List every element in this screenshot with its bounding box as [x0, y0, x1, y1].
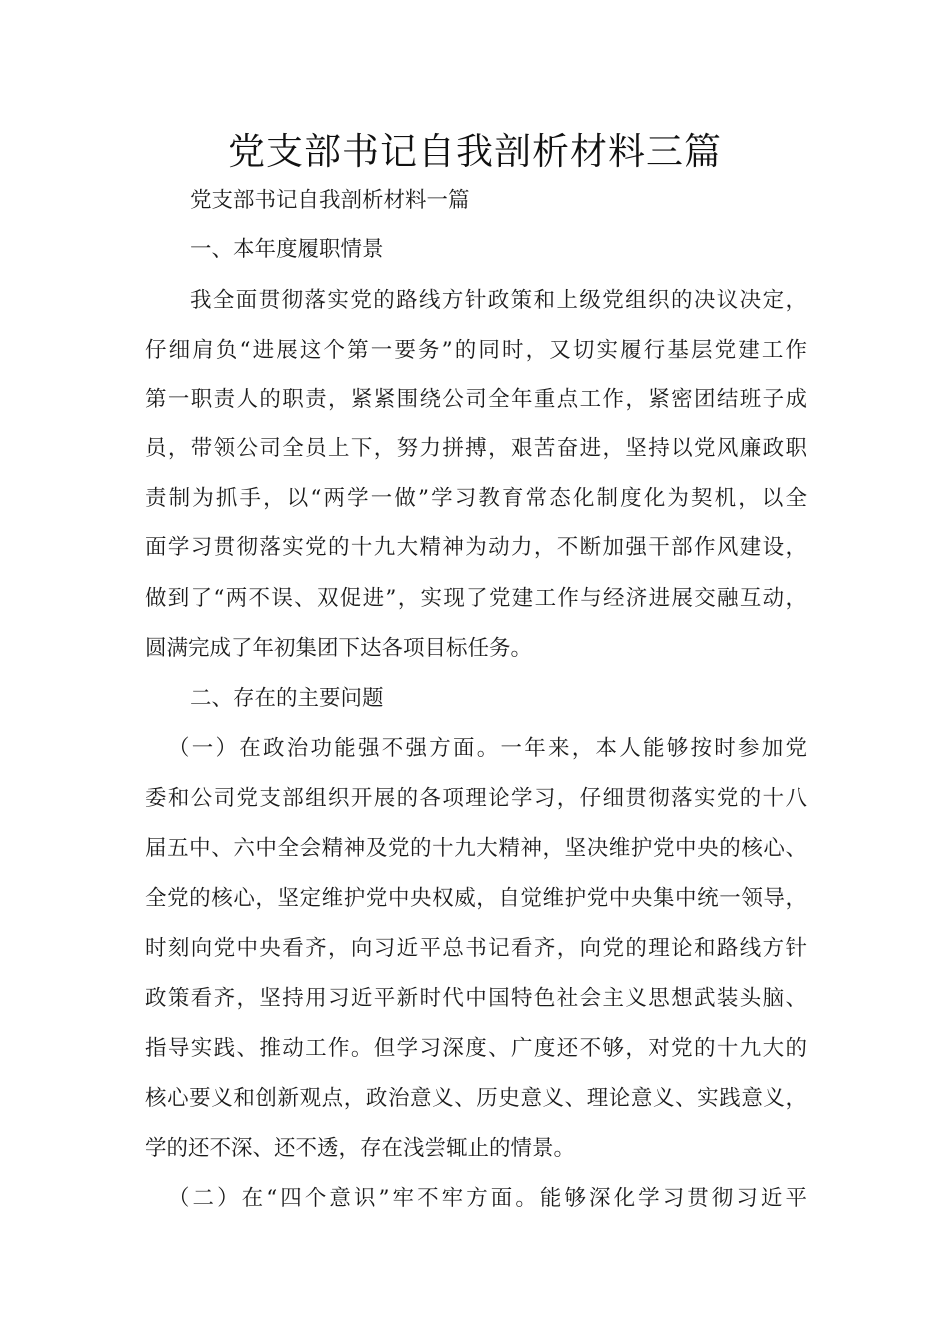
paragraph-line: （一）在政治功能强不强方面。一年来，本人能够按时参加党: [168, 736, 807, 761]
paragraph-line: 全党的核心，坚定维护党中央权威，自觉维护党中央集中统一领导，: [145, 886, 807, 911]
paragraph-line: 时刻向党中央看齐，向习近平总书记看齐，向党的理论和路线方针: [145, 936, 807, 961]
document-subtitle: 党支部书记自我剖析材料一篇: [190, 188, 470, 213]
paragraph-line: 面学习贯彻落实党的十九大精神为动力，不断加强干部作风建设，: [145, 535, 807, 560]
paragraph-line: 委和公司党支部组织开展的各项理论学习，仔细贯彻落实党的十八: [145, 786, 807, 811]
paragraph-line: 我全面贯彻落实党的路线方针政策和上级党组织的决议决定，: [190, 288, 807, 313]
document-title: 党支部书记自我剖析材料三篇: [228, 130, 722, 173]
paragraph-line: 届五中、六中全会精神及党的十九大精神，坚决维护党中央的核心、: [145, 836, 807, 861]
section-heading-1: 一、本年度履职情景: [190, 237, 384, 262]
paragraph-line: 仔细肩负“进展这个第一要务”的同时，又切实履行基层党建工作: [145, 338, 807, 363]
paragraph-line: 圆满完成了年初集团下达各项目标任务。: [145, 636, 533, 661]
paragraph-line: 第一职责人的职责，紧紧围绕公司全年重点工作，紧密团结班子成: [145, 387, 807, 412]
paragraph-line: 政策看齐，坚持用习近平新时代中国特色社会主义思想武装头脑、: [145, 986, 807, 1011]
paragraph-line: 责制为抓手，以“两学一做”学习教育常态化制度化为契机，以全: [145, 486, 807, 511]
paragraph-line: 学的还不深、还不透，存在浅尝辄止的情景。: [145, 1136, 576, 1161]
section-heading-2: 二、存在的主要问题: [190, 686, 384, 711]
paragraph-line: 员，带领公司全员上下，努力拼搏，艰苦奋进，坚持以党风廉政职: [145, 436, 807, 461]
paragraph-line: 指导实践、推动工作。但学习深度、广度还不够，对党的十九大的: [145, 1036, 807, 1061]
paragraph-line: 核心要义和创新观点，政治意义、历史意义、理论意义、实践意义，: [145, 1086, 807, 1111]
paragraph-line: （二）在“四个意识”牢不牢方面。能够深化学习贯彻习近平: [168, 1186, 807, 1211]
paragraph-line: 做到了“两不误、双促进”，实现了党建工作与经济进展交融互动，: [145, 586, 807, 611]
